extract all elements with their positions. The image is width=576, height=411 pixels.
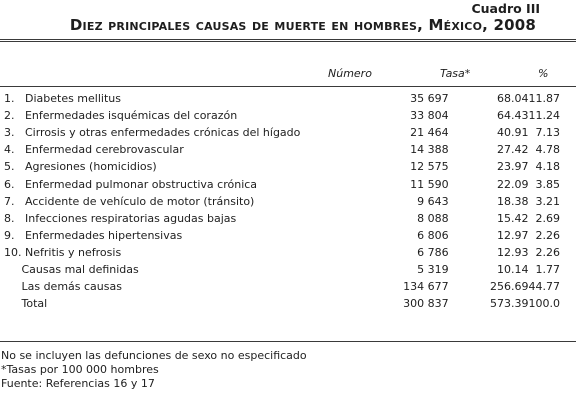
table-title: Diez principales causas de muerte en hombres, México, 2008 — [69, 16, 536, 34]
table-row — [0, 107, 560, 124]
percent-cell: 100.0 — [528, 297, 560, 311]
bottom-rule — [0, 341, 576, 342]
number-cell: 9 643 — [417, 194, 449, 208]
cause-cell: 6. Enfermedad pulmonar obstructiva crónica — [4, 177, 258, 191]
causes-table — [0, 90, 560, 312]
percent-cell: 4.18 — [535, 160, 560, 174]
rate-cell: 22.09 — [497, 177, 529, 191]
top-rule-double — [0, 41, 576, 42]
spacer-cell — [327, 124, 351, 141]
percent-cell: 2.26 — [535, 228, 560, 242]
rate-cell: 27.42 — [497, 143, 529, 157]
number-cell: 5 319 — [417, 262, 449, 276]
top-rule — [0, 39, 576, 40]
table-row — [0, 90, 560, 107]
percent-cell: 3.21 — [535, 194, 560, 208]
spacer-cell — [327, 141, 351, 158]
rate-cell: 10.14 — [497, 262, 529, 276]
cause-cell: 9. Enfermedades hipertensivas — [4, 228, 183, 242]
number-cell: 14 388 — [410, 143, 449, 157]
table-row — [0, 193, 560, 210]
spacer-cell — [327, 210, 351, 227]
percent-cell: 3.85 — [535, 177, 560, 191]
table-label: Cuadro III — [471, 1, 540, 16]
rate-cell: 256.69 — [490, 280, 529, 294]
table-row — [0, 261, 560, 278]
rate-cell: 573.39 — [490, 297, 529, 311]
spacer-cell — [327, 295, 351, 312]
cause-cell: Causas mal definidas — [4, 262, 139, 276]
cause-cell: 3. Cirrosis y otras enfermedades crónicas del hígado — [4, 126, 301, 140]
spacer-cell — [327, 107, 351, 124]
percent-cell: 44.77 — [528, 280, 560, 294]
footnote-exclusion: No se incluyen las defunciones de sexo no especificado — [1, 349, 307, 362]
column-header-percent: % — [538, 67, 549, 80]
table-row — [0, 295, 560, 312]
column-header-number: Número — [328, 67, 372, 80]
rate-cell: 64.43 — [497, 109, 529, 123]
table-row — [0, 278, 560, 295]
table-row — [0, 141, 560, 158]
cause-cell: 7. Accidente de vehículo de motor (tránsito) — [4, 194, 255, 208]
percent-cell: 7.13 — [535, 126, 560, 140]
spacer-cell — [327, 278, 351, 295]
spacer-cell — [327, 227, 351, 244]
number-cell: 12 575 — [410, 160, 449, 174]
percent-cell: 11.87 — [528, 92, 560, 106]
column-header-rate: Tasa* — [440, 67, 471, 80]
spacer-cell — [327, 193, 351, 210]
footnote-rate: *Tasas por 100 000 hombres — [1, 363, 159, 376]
table-row — [0, 227, 560, 244]
number-cell: 6 806 — [417, 228, 449, 242]
spacer-cell — [327, 90, 351, 107]
spacer-cell — [327, 261, 351, 278]
number-cell: 35 697 — [410, 92, 449, 106]
spacer-cell — [327, 244, 351, 261]
cause-cell: 10. Nefritis y nefrosis — [4, 245, 122, 259]
table-row — [0, 158, 560, 175]
number-cell: 6 786 — [417, 245, 449, 259]
cause-cell: 5. Agresiones (homicidios) — [4, 160, 157, 174]
rate-cell: 18.38 — [497, 194, 529, 208]
number-cell: 11 590 — [410, 177, 449, 191]
rate-cell: 12.93 — [497, 245, 529, 259]
number-cell: 33 804 — [410, 109, 449, 123]
table-row — [0, 244, 560, 261]
cause-cell: Las demás causas — [4, 280, 122, 294]
cause-cell: 2. Enfermedades isquémicas del corazón — [4, 109, 238, 123]
rate-cell: 12.97 — [497, 228, 529, 242]
footnote-source: Fuente: Referencias 16 y 17 — [1, 377, 155, 390]
table-body — [0, 90, 560, 312]
header-rule — [0, 86, 576, 87]
rate-cell: 23.97 — [497, 160, 529, 174]
cause-cell: 8. Infecciones respiratorias agudas bajas — [4, 211, 237, 225]
percent-cell: 1.77 — [535, 262, 560, 276]
percent-cell: 2.26 — [535, 245, 560, 259]
number-cell: 8 088 — [417, 211, 449, 225]
cause-cell: 4. Enfermedad cerebrovascular — [4, 143, 184, 157]
rate-cell: 15.42 — [497, 211, 529, 225]
cause-cell: 1. Diabetes mellitus — [4, 92, 121, 106]
percent-cell: 2.69 — [535, 211, 560, 225]
number-cell: 21 464 — [410, 126, 449, 140]
table-row — [0, 124, 560, 141]
rate-cell: 40.91 — [497, 126, 529, 140]
table-row — [0, 175, 560, 192]
percent-cell: 4.78 — [535, 143, 560, 157]
number-cell: 300 837 — [403, 297, 449, 311]
rate-cell: 68.04 — [497, 92, 529, 106]
spacer-cell — [327, 175, 351, 192]
number-cell: 134 677 — [403, 280, 449, 294]
table-row — [0, 210, 560, 227]
percent-cell: 11.24 — [528, 109, 560, 123]
spacer-cell — [327, 158, 351, 175]
cause-cell: Total — [4, 297, 48, 311]
